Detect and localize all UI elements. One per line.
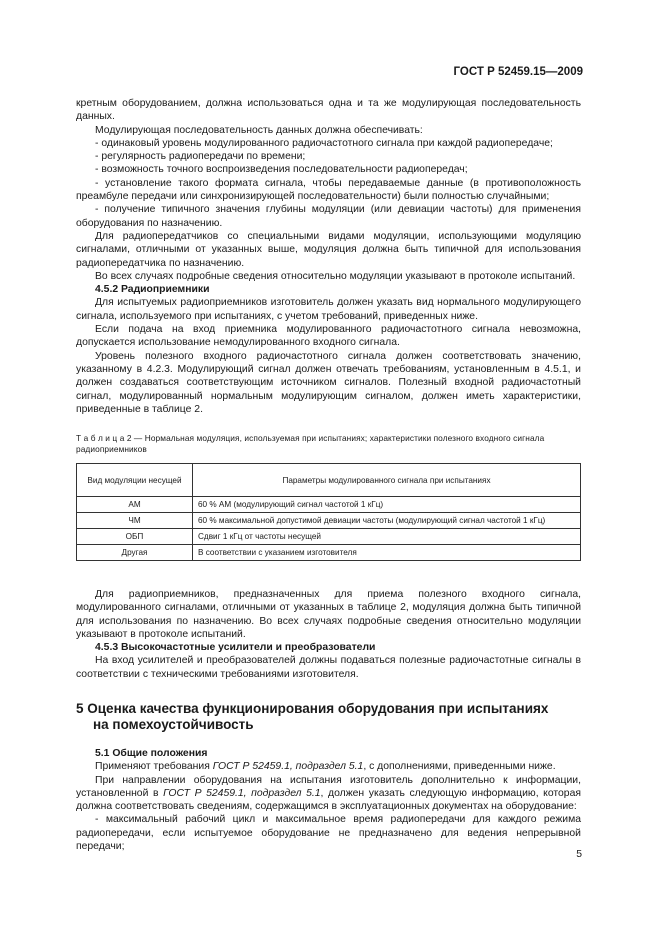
- section-5-title-line1: 5 Оценка качества функционирования оборудования при испытаниях: [76, 701, 549, 716]
- standard-reference: ГОСТ Р 52459.1, подраздел 5.1: [212, 761, 364, 773]
- section-heading-4-5-2: 4.5.2 Радиоприемники: [95, 284, 210, 296]
- paragraph: Модулирующая последовательность данных должна обеспечивать:: [95, 124, 423, 136]
- modulation-type-cell: ЧМ: [77, 513, 193, 529]
- paragraph: кретным оборудованием, должна использоваться одна и та же модулирующая последовательность данных.: [76, 98, 581, 123]
- list-item: - установление такого формата сигнала, чтобы передаваемые данные (в противоположность преамбуле передачи или синхронизирующей последовательности) были полностью случайными;: [76, 177, 581, 203]
- list-item: - получение типичного значения глубины модуляции (или девиации частоты) для применения оборудования по назначению.: [76, 204, 581, 229]
- paragraph: Если подача на вход приемника модулированного радиочастотного сигнала невозможна, допускается использование немодулированного входного сигнала.: [76, 324, 581, 349]
- list-item: - одинаковый уровень модулированного радиочастотного сигнала при каждой радиопередаче;: [95, 137, 553, 149]
- column-header: Параметры модулированного сигнала при испытаниях: [193, 464, 581, 497]
- section-heading-4-5-3: 4.5.3 Высокочастотные усилители и преобразователи: [95, 642, 376, 654]
- paragraph: Для радиопередатчиков со специальными видами модуляции, использующими модуляцию сигналами, отличными от указанных выше, модуляция должна быть типичной для использования радиопередатчика по назначению.: [76, 230, 581, 269]
- document-header: ГОСТ Р 52459.15—2009: [453, 66, 583, 78]
- table-caption: [76, 433, 581, 456]
- paragraph: На вход усилителей и преобразователей должны подаваться полезные радиочастотные сигналы в соответствии с техническими требованиями изготовителя.: [76, 655, 581, 680]
- paragraph: Уровень полезного входного радиочастотного сигнала должен соответствовать значению, указанному в 4.2.3. Модулирующий сигнал должен отвечать требованиям, установленным в 4.5.1, и должен создаваться соответствующим источником сигналов. Полезный входной радиочастотный сигнал, модулированный нормальным модулирующим сигналом, должен иметь характеристики, приведенные в таблице 2.: [76, 350, 581, 415]
- parameter-cell: 60 % АМ (модулирующий сигнал частотой 1 кГц): [193, 497, 581, 513]
- after-table-block: [76, 588, 581, 681]
- modulation-table: [76, 463, 581, 561]
- table-row: [77, 513, 581, 529]
- paragraph: Применяют требования ГОСТ Р 52459.1, подраздел 5.1, с дополнениями, приведенными ниже.: [95, 761, 556, 773]
- paragraph: Во всех случаях подробные сведения относительно модуляции указывают в протоколе испытаний.: [95, 270, 576, 282]
- parameter-cell: 60 % максимальной допустимой девиации частоты (модулирующий сигнал частотой 1 кГц): [193, 513, 581, 529]
- table-row: [77, 497, 581, 513]
- table-caption-text: — Нормальная модуляция, используемая при испытаниях; характеристики полезного входного сигнала радиоприемников: [76, 433, 545, 455]
- modulation-block: [76, 97, 581, 416]
- list-item: - возможность точного воспроизведения последовательности радиопередач;: [95, 164, 468, 176]
- modulation-type-cell: ОБП: [77, 529, 193, 545]
- parameter-cell: Сдвиг 1 кГц от частоты несущей: [193, 529, 581, 545]
- section-heading-5-1: 5.1 Общие положения: [95, 748, 208, 759]
- standard-reference: ГОСТ Р 52459.1, подраздел 5.1: [163, 787, 321, 799]
- modulation-type-cell: Другая: [77, 545, 193, 561]
- section-5-title: [76, 701, 581, 732]
- list-item: - максимальный рабочий цикл и максимальное время радиопередачи для каждого режима радиопередачи, если испытуемое оборудование не предназначено для ведения непрерывной передачи;: [76, 814, 581, 853]
- section-5-1-block: [76, 747, 581, 853]
- list-item: - регулярность радиопередачи по времени;: [95, 151, 306, 163]
- table-row: [77, 529, 581, 545]
- paragraph: Для испытуемых радиоприемников изготовитель должен указать вид нормального модулирующего сигнала, используемого при испытаниях, с учетом требований, приведенных ниже.: [76, 297, 581, 322]
- modulation-type-cell: АМ: [77, 497, 193, 513]
- paragraph: Для радиоприемников, предназначенных для приема полезного входного сигнала, модулированного сигналами, отличными от указанных в таблице 2, модуляция должна быть типичной для использования по назначению. Во всех случаях подробные сведения относительно модуляции указывают в протоколе испытаний.: [76, 589, 581, 640]
- table-row: [77, 545, 581, 561]
- table-caption-lead: Т а б л и ц а 2: [76, 433, 132, 443]
- section-5-title-line2: на помехоустойчивость: [93, 716, 254, 732]
- parameter-cell: В соответствии с указанием изготовителя: [193, 545, 581, 561]
- page-number: 5: [576, 849, 582, 860]
- column-header: Вид модуляции несущей: [77, 464, 193, 497]
- paragraph: При направлении оборудования на испытания изготовитель дополнительно к информации, установленной в ГОСТ Р 52459.1, подраздел 5.1, должен указать следующую информацию, которая должна соответствовать сведениям, содержащимся в эксплуатационных документах на оборудование:: [76, 774, 581, 813]
- table-header-row: [77, 464, 581, 497]
